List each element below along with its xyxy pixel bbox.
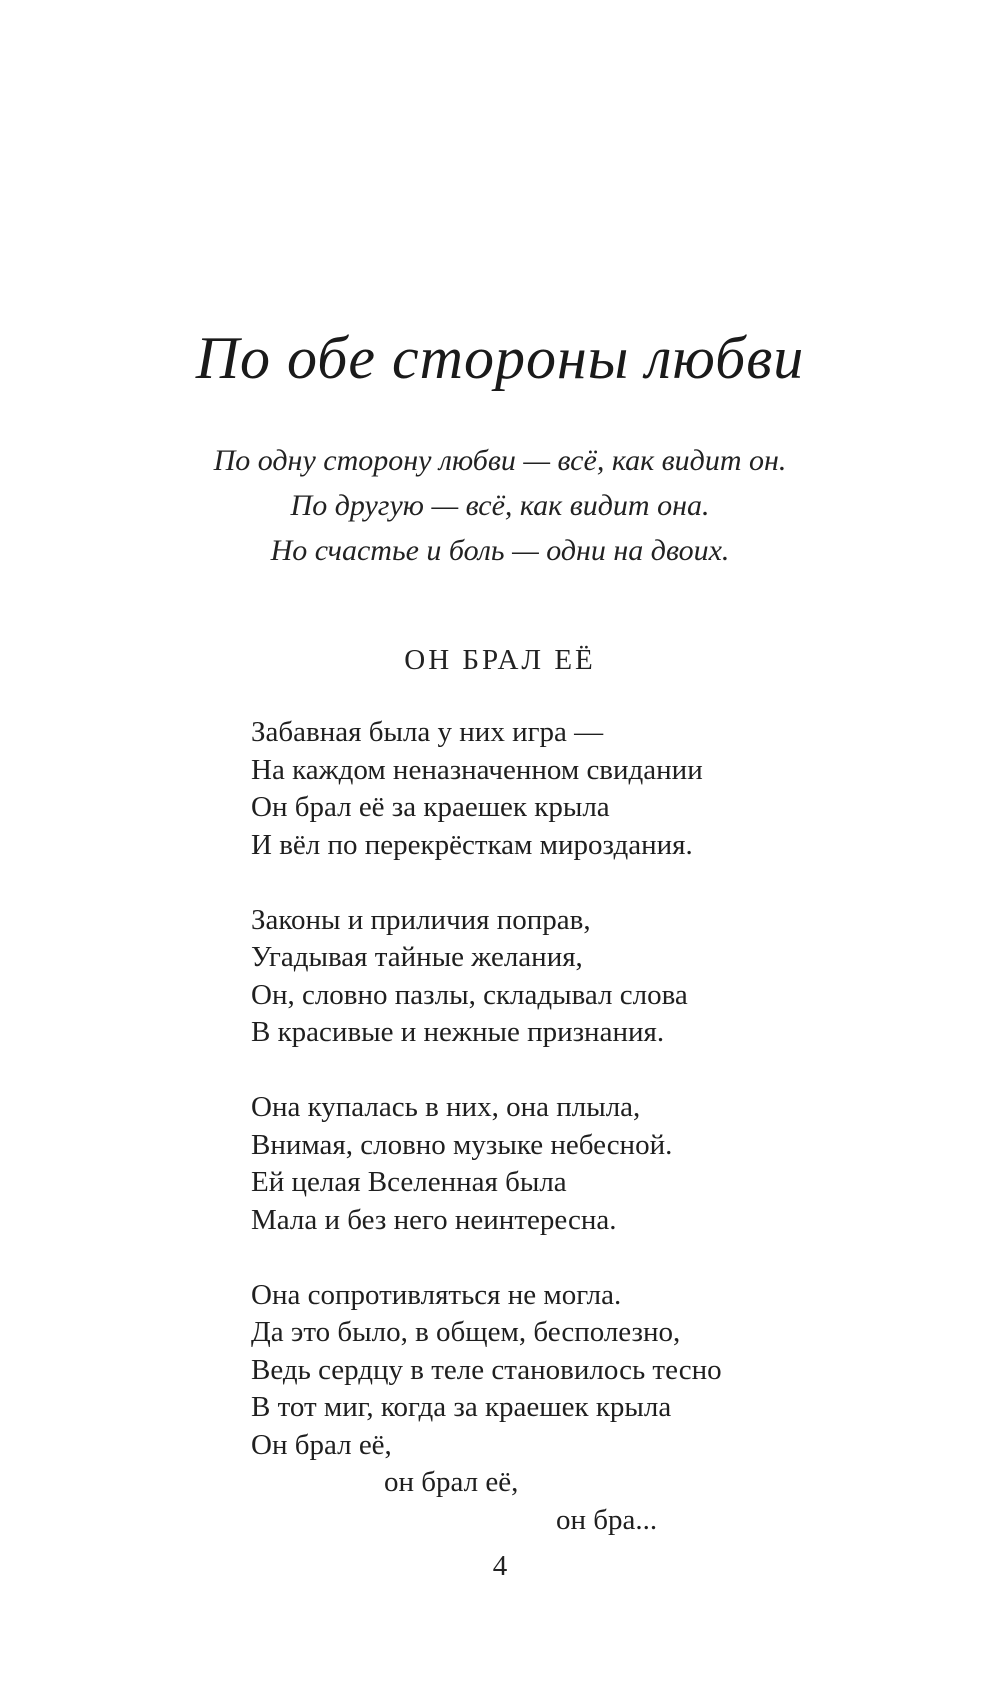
stanza <box>251 714 951 864</box>
poem-line-indented: он брал её, <box>384 1466 519 1498</box>
poem-line: Внимая, словно музыке небесной. <box>251 1128 673 1161</box>
poem-line: Ведь сердцу в теле становилось тесно <box>251 1353 722 1386</box>
poem-line-indented: он бра... <box>556 1503 658 1536</box>
poem-title: ОН БРАЛ ЕЁ <box>404 644 596 676</box>
page-number: 4 <box>492 1550 508 1582</box>
poem-line: На каждом неназначенном свидании <box>251 753 703 786</box>
poem-line: Он брал её, <box>251 1428 392 1461</box>
epigraph-line: По другую — всё, как видит она. <box>290 489 710 522</box>
poem-body <box>251 714 951 1539</box>
poem-line: Он брал её за краешек крыла <box>251 791 610 823</box>
poem-line: Она купалась в них, она плыла, <box>251 1091 641 1123</box>
epigraph <box>0 438 1000 573</box>
poem-line: В тот миг, когда за краешек крыла <box>251 1391 672 1423</box>
poem-line: Мала и без него неинтересна. <box>251 1203 617 1236</box>
poem-line: Законы и приличия поправ, <box>251 903 591 936</box>
epigraph-line: Но счастье и боль — одни на двоих. <box>270 534 730 567</box>
epigraph-line: По одну сторону любви — всё, как видит он. <box>213 444 787 477</box>
chapter-title: По обе стороны любви <box>195 325 805 391</box>
poem-line: Угадывая тайные желания, <box>251 941 583 973</box>
poem-line: Она сопротивляться не могла. <box>251 1278 622 1311</box>
stanza <box>251 1277 951 1540</box>
stanza <box>251 902 951 1052</box>
poem-line: И вёл по перекрёсткам мироздания. <box>251 828 693 861</box>
poem-line: В красивые и нежные признания. <box>251 1016 665 1048</box>
poem-line: Забавная была у них игра — <box>251 716 604 748</box>
poem-line: Ей целая Вселенная была <box>251 1166 567 1198</box>
poem-line: Он, словно пазлы, складывал слова <box>251 978 688 1011</box>
poem-line: Да это было, в общем, бесполезно, <box>251 1316 681 1348</box>
stanza <box>251 1089 951 1239</box>
